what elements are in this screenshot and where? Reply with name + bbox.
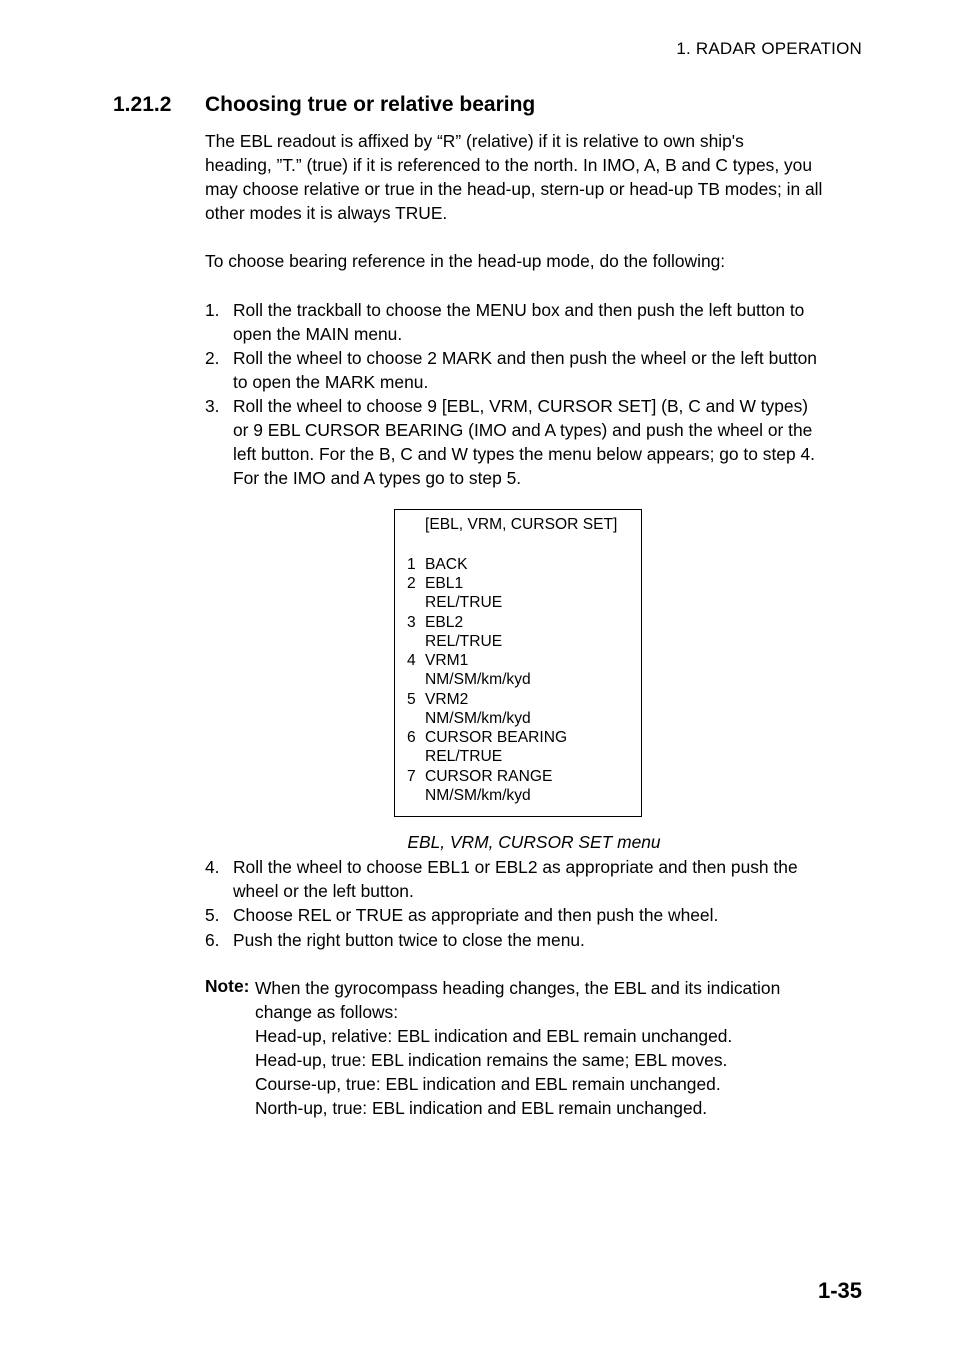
- step-line: left button. For the B, C and W types the menu below appears; go to step 4.: [233, 444, 815, 464]
- step-line: wheel or the left button.: [233, 881, 414, 901]
- step-number: 1.: [205, 300, 220, 320]
- intro-paragraph: [205, 129, 875, 225]
- step-number: 4.: [205, 857, 220, 877]
- step-line: Roll the wheel to choose EBL1 or EBL2 as appropriate and then push the: [233, 857, 798, 877]
- note-line: Head-up, true: EBL indication remains the same; EBL moves.: [255, 1050, 728, 1070]
- step-line: open the MAIN menu.: [233, 324, 403, 344]
- step-number: 3.: [205, 396, 220, 416]
- menu-item-option: REL/TRUE: [425, 632, 503, 650]
- menu-item-label: EBL2: [425, 613, 464, 631]
- step-text: [233, 855, 863, 903]
- menu-title: [EBL, VRM, CURSOR SET]: [425, 516, 618, 533]
- menu-item-number: 6: [407, 729, 416, 746]
- step-line: or 9 EBL CURSOR BEARING (IMO and A types) and push the wheel or the: [233, 420, 813, 440]
- menu-item-option: REL/TRUE: [425, 748, 503, 766]
- note-line: North-up, true: EBL indication and EBL remain unchanged.: [255, 1098, 708, 1118]
- menu-illustration: [394, 509, 642, 817]
- step-line: Roll the wheel to choose 2 MARK and then push the wheel or the left button: [233, 348, 817, 368]
- step-line: Choose REL or TRUE as appropriate and then push the wheel.: [233, 905, 719, 925]
- menu-item-number: 4: [407, 652, 416, 669]
- menu-item-number: 7: [407, 767, 416, 785]
- step-line: to open the MARK menu.: [233, 372, 429, 392]
- figure-caption: EBL, VRM, CURSOR SET menu: [407, 832, 661, 852]
- step-line: For the IMO and A types go to step 5.: [233, 468, 522, 488]
- note-line: Course-up, true: EBL indication and EBL remain unchanged.: [255, 1074, 721, 1094]
- menu-item-option: NM/SM/km/kyd: [425, 786, 531, 804]
- step-text: [233, 346, 863, 394]
- section-number: 1.21.2: [113, 93, 172, 116]
- step-number: 2.: [205, 348, 220, 368]
- note-label: Note:: [205, 976, 250, 996]
- menu-item-option: NM/SM/km/kyd: [425, 671, 531, 689]
- menu-item-number: 2: [407, 575, 416, 592]
- step-text: [233, 928, 863, 952]
- lead-paragraph: To choose bearing reference in the head-up mode, do the following:: [205, 251, 726, 271]
- menu-item-label: CURSOR BEARING: [425, 729, 568, 746]
- menu-item-label: EBL1: [425, 575, 464, 592]
- step-number: 5.: [205, 905, 220, 925]
- menu-item-option: REL/TRUE: [425, 594, 503, 612]
- menu-item-label: VRM2: [425, 690, 469, 708]
- menu-item-number: 1: [407, 556, 416, 573]
- step-text: [233, 394, 863, 490]
- running-header: 1. RADAR OPERATION: [676, 39, 862, 58]
- note-line: Head-up, relative: EBL indication and EBL remain unchanged.: [255, 1026, 733, 1046]
- note-line: When the gyrocompass heading changes, the EBL and its indication: [255, 978, 781, 998]
- menu-item-number: 3: [407, 613, 416, 631]
- menu-item-label: BACK: [425, 556, 468, 573]
- intro-line: may choose relative or true in the head-up, stern-up or head-up TB modes; in all: [205, 179, 823, 199]
- intro-line: heading, ”T.” (true) if it is referenced to the north. In IMO, A, B and C types, you: [205, 155, 813, 175]
- step-text: [233, 903, 863, 927]
- menu-item-label: CURSOR RANGE: [425, 767, 553, 785]
- step-line: Roll the wheel to choose 9 [EBL, VRM, CURSOR SET] (B, C and W types): [233, 396, 809, 416]
- step-text: [233, 298, 863, 346]
- step-number: 6.: [205, 930, 220, 950]
- intro-line: other modes it is always TRUE.: [205, 203, 448, 223]
- menu-item-number: 5: [407, 690, 416, 708]
- page-number: 1-35: [817, 1278, 862, 1303]
- note-line: change as follows:: [255, 1002, 399, 1022]
- section-title: Choosing true or relative bearing: [205, 93, 536, 116]
- step-line: Push the right button twice to close the menu.: [233, 930, 585, 950]
- step-line: Roll the trackball to choose the MENU box and then push the left button to: [233, 300, 805, 320]
- menu-item-option: NM/SM/km/kyd: [425, 709, 531, 727]
- intro-line: The EBL readout is affixed by “R” (relative) if it is relative to own ship's: [205, 131, 744, 151]
- menu-item-label: VRM1: [425, 652, 469, 669]
